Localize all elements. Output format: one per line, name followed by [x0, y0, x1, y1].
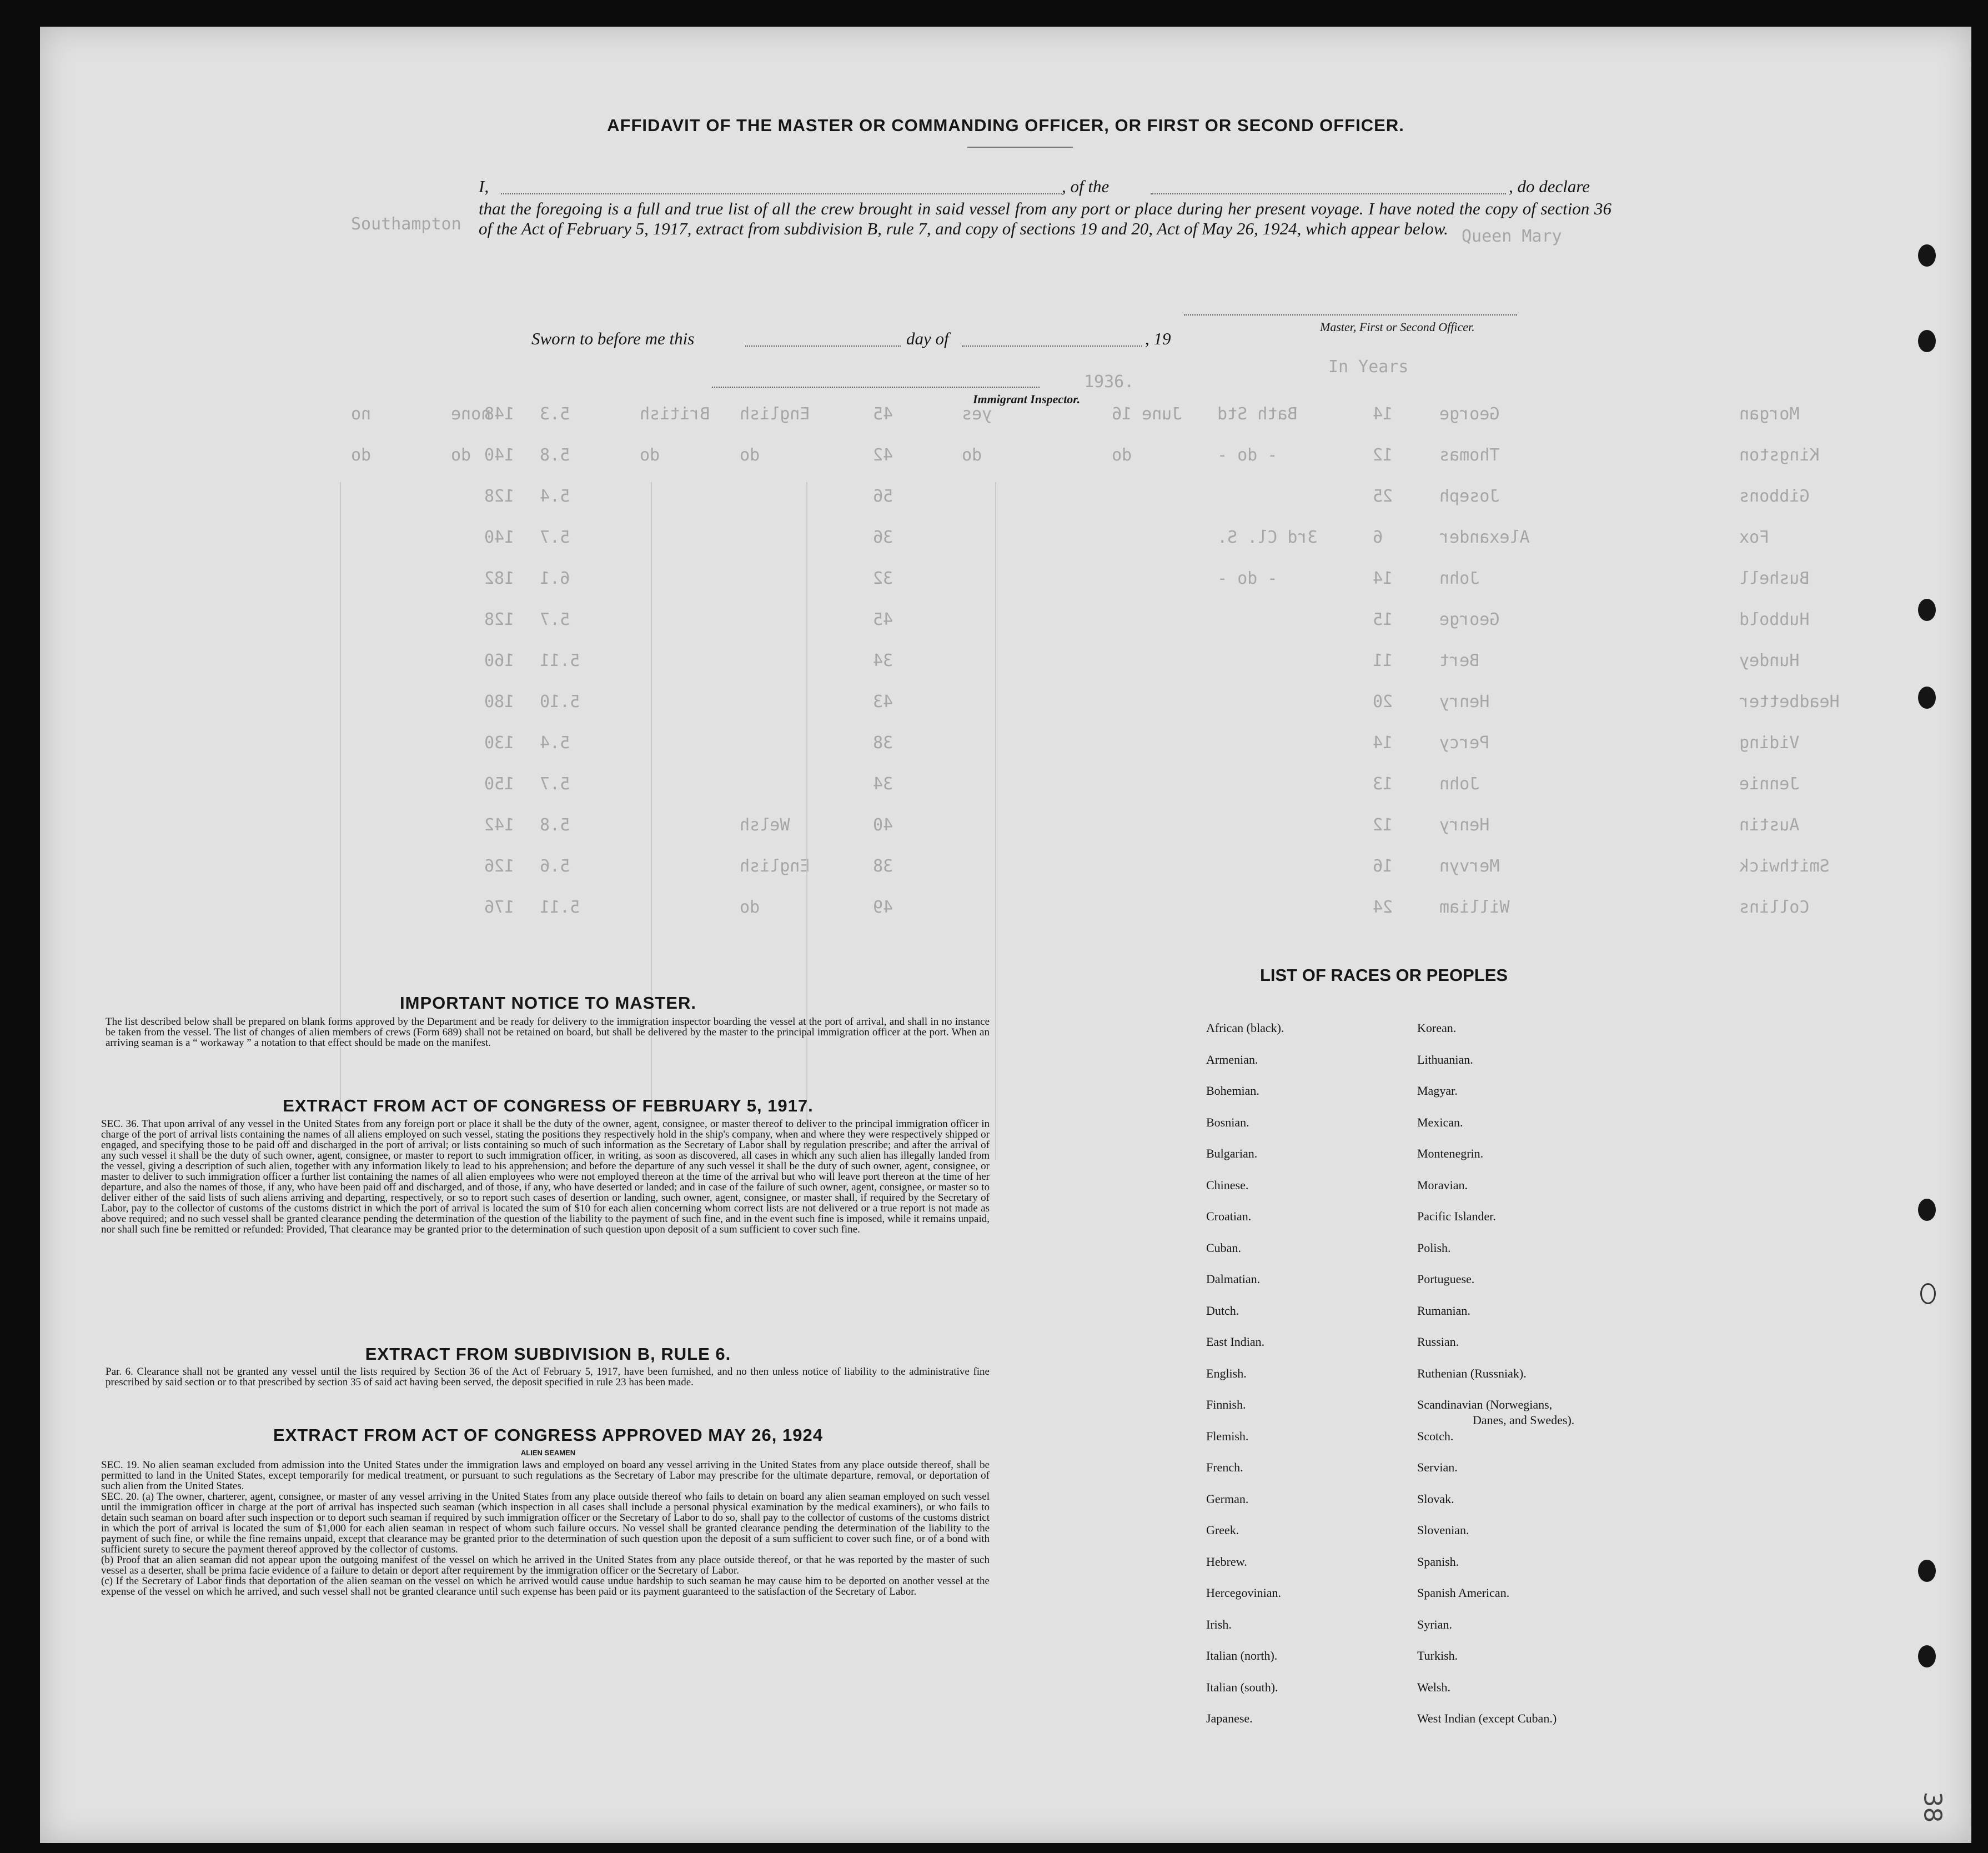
ghost-cell: Kingston — [1739, 445, 1820, 465]
ghost-cell: Morgan — [1739, 404, 1800, 424]
race-item: Ruthenian (Russniak). — [1417, 1366, 1527, 1380]
ghost-cell: 5.3 — [540, 404, 570, 424]
ghost-stamp: Southampton — [351, 214, 461, 234]
race-item: Greek. — [1206, 1523, 1239, 1537]
race-item: Armenian. — [1206, 1052, 1258, 1066]
sec-20c-text: (c) If the Secretary of Labor finds that deportation of the alien seaman on the vessel on which he arrived would cause undue hardship to such seaman he may cause him to be deported on another vessel at the expense of the vessel on which he arrived, and such vessel shall not be granted clearance until such expense has been paid or its payment guaranteed to the satisfaction of the Secretary of Labor. — [101, 1575, 990, 1597]
extract-1917-text: SEC. 36. That upon arrival of any vessel in the United States from any foreign port or place it shall be the duty of the owner, agent, consignee, or master thereof to deliver to the principal immigration officer in charge of the port of arrival lists containing the names of all aliens employed on such vessel, stating the positions they respectively hold in the ship's company, when and where they were respectively shipped or engaged, and specifying those to be paid off and discharged in the port of arrival; or lists containing so much of such information as the Secretary of Labor shall by regulation prescribe; and after the arrival of any such vessel it shall be the duty of such owner, agent, consignee, or master to report to such immigration officer, in writing, as soon as discovered, all cases in which any such alien has illegally landed from the vessel, giving a description of such alien, together with any information likely to lead to his apprehension; and before the departure of any such vessel it shall be the duty of such owner, agent, consignee, or master to deliver to such immigration officer a further list containing the names of all alien employees who were not employed thereon at the time of the arrival but who will leave port thereon at the time of her departure, and also the names of those, if any, who have been paid off and discharged, and of those, if any, who have deserted or landed; and in case of the failure of such owner, agent, consignee, or master so to deliver either of the said lists of such aliens arriving and departing, respectively, or so to report such cases of desertion or landing, such owner, agent, consignee, or master shall, if required by the Secretary of Labor, pay to the collector of customs of the customs district in which the port of arrival is located the sum of $10 for each alien concerning whom correct lists are not delivered or a true report is not made as above required; and no such vessel shall be granted clearance pending the determination of the question of the liability to the payment of such fine, and in the event such fine is imposed, while it remains unpaid, nor shall such fine be remitted or refunded: Provided, That clearance may be granted prior to the determination of such question upon deposit of a sum sufficient to cover such fine. — [101, 1118, 990, 1235]
ghost-cell: 12 — [1373, 815, 1393, 835]
punch-hole — [1920, 1283, 1936, 1304]
ghost-cell: 38 — [873, 857, 893, 876]
race-item: Bosnian. — [1206, 1115, 1249, 1129]
ghost-cell: Fox — [1739, 528, 1770, 547]
race-item: Turkish. — [1417, 1649, 1458, 1662]
ghost-cell: English — [740, 857, 810, 876]
extract-1924-text — [101, 1460, 990, 1597]
ghost-cell: 5.6 — [540, 857, 570, 876]
of-the-label: , of the — [1062, 177, 1110, 196]
race-item: Moravian. — [1417, 1178, 1468, 1192]
day-of-label: day of — [906, 329, 949, 348]
affidavit-line-1 — [479, 177, 1612, 199]
day-field[interactable] — [745, 345, 901, 347]
ghost-cell: 180 — [484, 692, 515, 712]
signature-field[interactable] — [1184, 314, 1517, 315]
ghost-cell: 45 — [873, 404, 893, 424]
page-mark: 38 — [1918, 1791, 1947, 1823]
ghost-cell: Mervyn — [1439, 857, 1500, 876]
race-item: Slovenian. — [1417, 1523, 1469, 1537]
race-item: French. — [1206, 1460, 1243, 1474]
race-item: English. — [1206, 1366, 1247, 1380]
ghost-cell: Henry — [1439, 692, 1490, 712]
document-page — [40, 27, 1971, 1843]
punch-hole — [1918, 1560, 1936, 1582]
ghost-cell: Percy — [1439, 733, 1490, 753]
ghost-cell: 5.10 — [540, 692, 580, 712]
race-item: Hebrew. — [1206, 1554, 1247, 1569]
ghost-rule — [995, 482, 996, 1160]
ghost-cell: 6.1 — [540, 569, 570, 588]
extract-1917-title: EXTRACT FROM ACT OF CONGRESS OF FEBRUARY 5, 1917. — [283, 1096, 814, 1115]
race-item: Scandinavian (Norwegians, — [1417, 1398, 1553, 1411]
ghost-cell: 5.11 — [540, 898, 580, 917]
sec-20b-text: (b) Proof that an alien seaman did not appear upon the outgoing manifest of the vessel on which he arrived in the United States from any place outside thereof, or that he was reported by the master of such vessel as a deserter, shall be prima facie evidence of a failure to detain or deport after requirement by the immigration officer or the Secretary of Labor. — [101, 1554, 990, 1576]
race-item: Chinese. — [1206, 1178, 1249, 1192]
ghost-cell: 14 — [1373, 404, 1393, 424]
signature-label: Master, First or Second Officer. — [1320, 320, 1475, 334]
race-item: Polish. — [1417, 1240, 1451, 1255]
ghost-cell: no — [351, 404, 372, 424]
ghost-cell: 130 — [484, 733, 515, 753]
ghost-cell: 160 — [484, 651, 515, 670]
ghost-cell: Collins — [1739, 898, 1810, 917]
ghost-cell: 5.4 — [540, 487, 570, 506]
race-item: Italian (north). — [1206, 1649, 1278, 1662]
race-item: African (black). — [1206, 1021, 1284, 1035]
ghost-cell: 5.8 — [540, 815, 570, 835]
sworn-line — [531, 329, 1264, 351]
affidavit-text: that the foregoing is a full and true list of all the crew brought in said vessel from any port or place during her present voyage. I have noted the copy of section 36 of the Act of February 5, 1917, extract from subdivision B, rule 7, and copy of sections 19 and 20, Act of May 26, 1924, which appear below. — [479, 199, 1612, 238]
race-item: Slovak. — [1417, 1491, 1454, 1506]
ghost-cell: do — [740, 445, 760, 465]
ghost-cell: - do - — [1217, 445, 1278, 465]
ghost-cell: 56 — [873, 487, 893, 506]
year-label: , 19 — [1145, 329, 1171, 348]
ghost-cell: Jennie — [1739, 774, 1800, 794]
rule-6-title: EXTRACT FROM SUBDIVISION B, RULE 6. — [365, 1344, 731, 1364]
ghost-header-note: In Years — [1328, 357, 1409, 377]
ghost-cell: do — [1112, 445, 1132, 465]
inspector-label: Immigrant Inspector. — [973, 392, 1081, 406]
ghost-cell: 24 — [1373, 898, 1393, 917]
ghost-cell: 38 — [873, 733, 893, 753]
ghost-cell: 14 — [1373, 733, 1393, 753]
ghost-cell: William — [1439, 898, 1510, 917]
race-item: Magyar. — [1417, 1084, 1458, 1098]
ghost-cell: Austin — [1739, 815, 1800, 835]
ghost-cell: 128 — [484, 610, 515, 629]
ghost-cell: 5.11 — [540, 651, 580, 670]
ghost-rule — [340, 482, 341, 1160]
affidavit-i-label: I, — [479, 177, 489, 196]
ghost-cell: 176 — [484, 898, 515, 917]
affidavit-body — [479, 177, 1612, 239]
punch-hole — [1918, 1199, 1936, 1221]
ghost-cell: 16 — [1373, 857, 1393, 876]
race-item: Portuguese. — [1417, 1272, 1475, 1286]
ghost-cell: 5.4 — [540, 733, 570, 753]
race-item: East Indian. — [1206, 1335, 1265, 1349]
ghost-cell: Hundey — [1739, 651, 1800, 670]
ghost-cell: Bert — [1439, 651, 1480, 670]
race-item: German. — [1206, 1491, 1249, 1506]
punch-hole — [1918, 599, 1936, 621]
ghost-cell: 148 — [484, 404, 515, 424]
ghost-cell: none — [451, 404, 491, 424]
ghost-cell: Hubbold — [1739, 610, 1810, 629]
races-title: LIST OF RACES OR PEOPLES — [1259, 965, 1508, 985]
ghost-cell: do — [962, 445, 982, 465]
ghost-cell: 49 — [873, 898, 893, 917]
ghost-cell: 14 — [1373, 569, 1393, 588]
ghost-cell: Welsh — [740, 815, 790, 835]
ghost-cell: George — [1439, 404, 1500, 424]
sec-19-text: SEC. 19. No alien seaman excluded from admission into the United States under the immigration laws and employed on board any vessel arriving in the United States from any place outside thereof, shall be permitted to land in the United States, except temporarily for medical treatment, or pursuant to such regulations as the Secretary of Labor may prescribe for the ultimate departure, removal, or deportation of such alien from the United States. — [101, 1459, 990, 1492]
race-item: Cuban. — [1206, 1240, 1241, 1255]
race-item: Pacific Islander. — [1417, 1209, 1496, 1223]
ghost-cell: George — [1439, 610, 1500, 629]
name-field[interactable] — [501, 193, 1062, 194]
punch-hole — [1918, 330, 1936, 352]
race-item: Spanish American. — [1417, 1586, 1510, 1600]
ghost-cell: Bushell — [1739, 569, 1810, 588]
race-item: Montenegrin. — [1417, 1146, 1484, 1160]
ghost-cell: 11 — [1373, 651, 1393, 670]
ghost-cell: 34 — [873, 774, 893, 794]
ghost-cell: 126 — [484, 857, 515, 876]
race-item: Mexican. — [1417, 1115, 1463, 1129]
vessel-field[interactable] — [1151, 193, 1506, 194]
extract-1924-title: EXTRACT FROM ACT OF CONGRESS APPROVED MAY 26, 1924 — [273, 1425, 823, 1445]
ghost-cell: 6 — [1373, 528, 1383, 547]
ghost-rule — [806, 482, 807, 1160]
ghost-cell: 140 — [484, 445, 515, 465]
ghost-year: 1936. — [1084, 372, 1134, 392]
ghost-cell: 40 — [873, 815, 893, 835]
title-underline — [967, 147, 1073, 148]
race-item: Rumanian. — [1417, 1303, 1470, 1318]
ghost-cell: 182 — [484, 569, 515, 588]
ghost-cell: British — [640, 404, 710, 424]
race-item: Japanese. — [1206, 1711, 1253, 1725]
rule-6-text: Par. 6. Clearance shall not be granted any vessel until the lists required by Section 36 of the Act of February 5, 1917, have been furnished, and no then unless notice of liability to the administrative fine prescribed by said section or to that prescribed by section 35 of said act having been served, the deposit specified in rule 23 has been made. — [106, 1366, 990, 1388]
race-item: Scotch. — [1417, 1429, 1454, 1443]
sworn-label: Sworn to before me this — [531, 329, 695, 348]
race-item: Finnish. — [1206, 1398, 1246, 1411]
ghost-rule — [651, 482, 652, 1160]
ghost-cell: 43 — [873, 692, 893, 712]
race-item: Welsh. — [1417, 1680, 1450, 1694]
ghost-cell: 13 — [1373, 774, 1393, 794]
ghost-cell: English — [740, 404, 810, 424]
race-item: Korean. — [1417, 1021, 1457, 1035]
race-item: Spanish. — [1417, 1554, 1459, 1569]
ghost-cell: do — [451, 445, 471, 465]
alien-seamen-subtitle: ALIEN SEAMEN — [520, 1449, 576, 1457]
race-item: Syrian. — [1417, 1617, 1452, 1631]
race-item: Dalmatian. — [1206, 1272, 1261, 1286]
race-item: Flemish. — [1206, 1429, 1249, 1443]
ghost-cell: 45 — [873, 610, 893, 629]
notice-text: The list described below shall be prepared on blank forms approved by the Department and be ready for delivery to the immigration inspector boarding the vessel at the port of arrival, and shall in no instance be taken from the vessel. The list of changes of alien members of crews (Form 689) shall not be retained on board, but shall be delivered by the master to the principal immigration officer at the port. When an arriving seaman is a “ workaway ” a notation to that effect should be made on the manifest. — [106, 1016, 990, 1049]
ghost-cell: do — [640, 445, 660, 465]
ghost-cell: 15 — [1373, 610, 1393, 629]
ghost-vessel: Queen Mary — [1462, 227, 1562, 246]
ghost-cell: 5.7 — [540, 774, 570, 794]
race-item: Irish. — [1206, 1617, 1232, 1631]
ghost-cell: do — [351, 445, 372, 465]
race-item: Bulgarian. — [1206, 1146, 1258, 1160]
ghost-cell: 128 — [484, 487, 515, 506]
ghost-cell: Alexander — [1439, 528, 1530, 547]
sec-20a-text: SEC. 20. (a) The owner, charterer, agent, consignee, or master of any vessel arriving in the United States from any place outside thereof who fails to detain on board any alien seaman employed on such vessel until the immigration officer in charge at the port of arrival has inspected such seaman (which inspection in all cases shall include a personal physical examination by the medical examiners), or who fails to detain such seaman on board after such inspection or to deport such seaman if required by such immigration officer or the Secretary of Labor to do so, shall pay to the collector of customs of the customs district in which the port of arrival is located the sum of $1,000 for each alien seaman in respect of whom such failure occurs. No vessel shall be granted clearance pending the determination of the liability to the payment of such fine, or while the fine remains unpaid, except that clearance may be granted prior to the determination of such question upon the deposit of a sum sufficient to cover such fine, or of a bond with sufficient surety to secure the payment thereof approved by the collector of customs. — [101, 1491, 990, 1555]
affidavit-title: AFFIDAVIT OF THE MASTER OR COMMANDING OFFICER, OR FIRST OR SECOND OFFICER. — [607, 116, 1404, 135]
race-item: Hercegovinian. — [1206, 1586, 1281, 1600]
race-item: Servian. — [1417, 1460, 1458, 1474]
ghost-cell: 42 — [873, 445, 893, 465]
ghost-cell: Henry — [1439, 815, 1490, 835]
race-item: West Indian (except Cuban.) — [1417, 1711, 1557, 1725]
ghost-cell: 5.7 — [540, 528, 570, 547]
race-item: Dutch. — [1206, 1303, 1239, 1318]
ghost-cell: Smithwick — [1739, 857, 1830, 876]
ghost-cell: June 16 — [1112, 404, 1182, 424]
inspector-field[interactable] — [712, 387, 1040, 388]
ghost-cell: Thomas — [1439, 445, 1500, 465]
ghost-cell: yes — [962, 404, 992, 424]
race-item: Croatian. — [1206, 1209, 1252, 1223]
ghost-cell: 32 — [873, 569, 893, 588]
punch-hole — [1918, 244, 1936, 267]
ghost-cell: 150 — [484, 774, 515, 794]
ghost-cell: 5.7 — [540, 610, 570, 629]
ghost-cell: Joseph — [1439, 487, 1500, 506]
punch-hole — [1918, 687, 1936, 709]
ghost-cell: do — [740, 898, 760, 917]
ghost-cell: 12 — [1373, 445, 1393, 465]
ghost-cell: John — [1439, 774, 1480, 794]
ghost-cell: 5.8 — [540, 445, 570, 465]
ghost-cell: 25 — [1373, 487, 1393, 506]
race-item: Bohemian. — [1206, 1084, 1259, 1098]
declare-label: , do declare — [1509, 177, 1590, 196]
punch-hole — [1918, 1645, 1936, 1667]
ghost-cell: 20 — [1373, 692, 1393, 712]
ghost-cell: Bath Std — [1217, 404, 1298, 424]
race-item: Russian. — [1417, 1335, 1459, 1349]
ghost-cell: 140 — [484, 528, 515, 547]
ghost-cell: John — [1439, 569, 1480, 588]
ghost-cell: Gibbons — [1739, 487, 1810, 506]
ghost-cell: Viding — [1739, 733, 1800, 753]
ghost-cell: 3rd Cl. S. — [1217, 528, 1318, 547]
race-item: Danes, and Swedes). — [1473, 1413, 1575, 1427]
month-field[interactable] — [962, 345, 1142, 347]
ghost-cell: 142 — [484, 815, 515, 835]
ghost-cell: 36 — [873, 528, 893, 547]
notice-title: IMPORTANT NOTICE TO MASTER. — [400, 993, 696, 1013]
ghost-cell: - do - — [1217, 569, 1278, 588]
race-item: Italian (south). — [1206, 1680, 1278, 1694]
ghost-cell: 34 — [873, 651, 893, 670]
ghost-cell: Headbetter — [1739, 692, 1840, 712]
race-item: Lithuanian. — [1417, 1052, 1473, 1066]
